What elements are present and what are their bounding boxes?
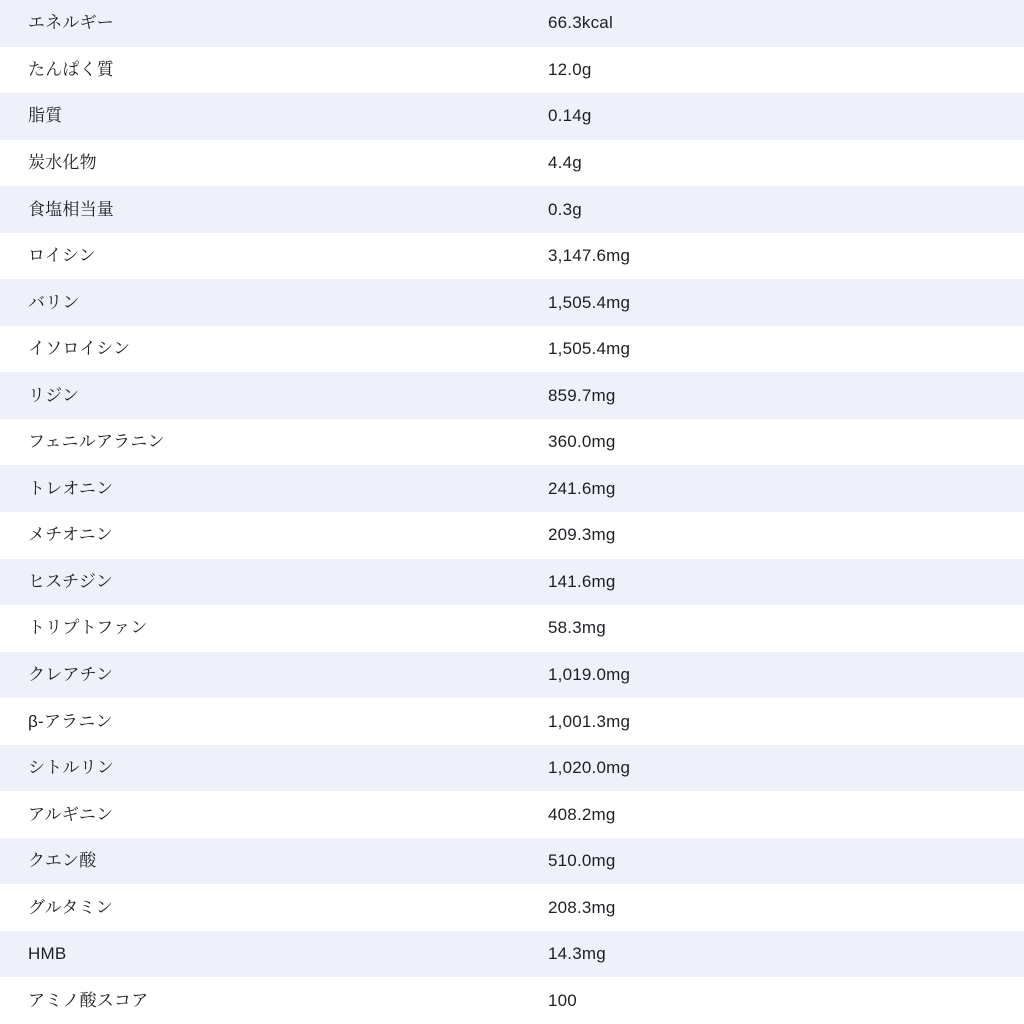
table-row [0, 233, 1024, 280]
table-row [0, 884, 1024, 931]
nutrient-label: 食塩相当量 [28, 199, 114, 219]
table-row [0, 838, 1024, 885]
nutrient-value: 14.3mg [548, 944, 606, 964]
table-row [0, 93, 1024, 140]
nutrient-label: ロイシン [28, 246, 96, 266]
nutrient-value: 141.6mg [548, 571, 616, 591]
nutrient-label: エネルギー [28, 13, 114, 33]
nutrient-value: 859.7mg [548, 385, 616, 405]
table-row [0, 698, 1024, 745]
nutrient-label: フェニルアラニン [28, 432, 165, 452]
table-row [0, 745, 1024, 792]
nutrient-value: 58.3mg [548, 618, 606, 638]
table-row [0, 791, 1024, 838]
nutrient-value: 0.3g [548, 199, 582, 219]
nutrient-label: グルタミン [28, 897, 113, 917]
nutrient-value: 4.4g [548, 153, 582, 173]
table-row [0, 326, 1024, 373]
nutrient-value: 1,020.0mg [548, 758, 631, 778]
nutrient-value: 1,019.0mg [548, 665, 631, 685]
nutrient-value: 100 [548, 990, 577, 1010]
nutrient-label: クエン酸 [28, 851, 97, 871]
table-row [0, 605, 1024, 652]
table-row [0, 512, 1024, 559]
table-row [0, 372, 1024, 419]
table-row [0, 931, 1024, 978]
nutrient-value: 510.0mg [548, 851, 616, 871]
table-row [0, 279, 1024, 326]
nutrient-value: 12.0g [548, 59, 592, 79]
nutrient-label: バリン [28, 292, 80, 312]
nutrient-value: 3,147.6mg [548, 246, 631, 266]
nutrient-label: HMB [28, 944, 67, 964]
nutrient-label: シトルリン [28, 758, 114, 778]
table-row [0, 652, 1024, 699]
nutrient-label: 炭水化物 [28, 153, 97, 173]
nutrient-value: 209.3mg [548, 525, 616, 545]
nutrient-label: ヒスチジン [28, 571, 113, 591]
table-row [0, 465, 1024, 512]
table-row [0, 419, 1024, 466]
nutrient-label: アルギニン [28, 804, 114, 824]
nutrient-label: クレアチン [28, 665, 114, 685]
nutrient-label: リジン [28, 385, 80, 405]
nutrient-value: 360.0mg [548, 432, 616, 452]
nutrient-label: たんぱく質 [28, 59, 114, 79]
nutrient-value: 241.6mg [548, 478, 616, 498]
nutrient-value: 1,505.4mg [548, 292, 631, 312]
table-row [0, 977, 1024, 1024]
nutrient-value: 1,001.3mg [548, 711, 631, 731]
table-row [0, 559, 1024, 606]
nutrient-label: トリプトファン [28, 618, 148, 638]
table-row [0, 140, 1024, 187]
table-row [0, 186, 1024, 233]
nutrient-label: トレオニン [28, 478, 114, 498]
nutrient-value: 208.3mg [548, 897, 616, 917]
nutrient-label: イソロイシン [28, 339, 131, 359]
nutrient-value: 1,505.4mg [548, 339, 631, 359]
nutrient-label: アミノ酸スコア [28, 990, 149, 1010]
nutrient-label: 脂質 [28, 106, 63, 126]
table-row [0, 47, 1024, 94]
nutrient-label: メチオニン [28, 525, 113, 545]
nutrient-label: β-アラニン [28, 711, 113, 731]
table-row [0, 0, 1024, 47]
nutrient-value: 408.2mg [548, 804, 616, 824]
nutrient-value: 0.14g [548, 106, 592, 126]
nutrient-value: 66.3kcal [548, 13, 613, 33]
